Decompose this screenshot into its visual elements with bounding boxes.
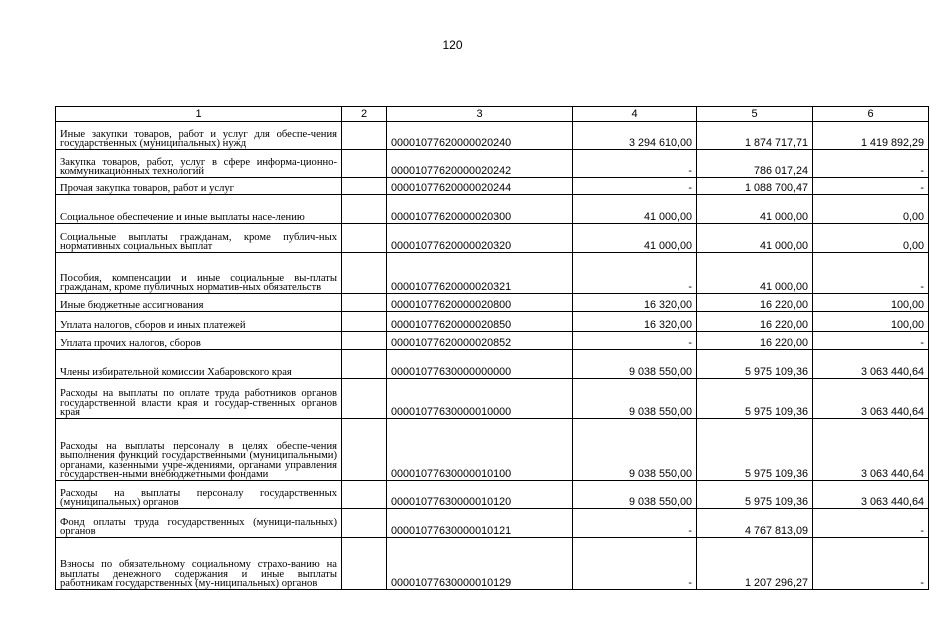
row-col2 [342, 538, 387, 590]
row-col2 [342, 332, 387, 350]
row-name: Социальные выплаты гражданам, кроме публич-ных нормативных социальных выплат [56, 224, 342, 253]
row-col5: 16 220,00 [697, 294, 813, 312]
row-code: 00001077630000010120 [387, 481, 573, 509]
row-col4: 9 038 550,00 [573, 350, 697, 379]
row-col5: 4 767 813,09 [697, 509, 813, 538]
row-col5: 1 207 296,27 [697, 538, 813, 590]
budget-table [55, 106, 929, 590]
row-col6: 3 063 440,64 [813, 379, 929, 419]
row-name: Взносы по обязательному социальному страхо-ванию на выплаты денежного содержания и иные выплаты работникам государственных (му-ниципальных) органов [56, 538, 342, 590]
row-col6: - [813, 178, 929, 195]
row-code: 00001077630000000000 [387, 350, 573, 379]
row-code: 00001077630000010121 [387, 509, 573, 538]
row-col4: - [573, 332, 697, 350]
table-row [56, 122, 929, 150]
table-row [56, 350, 929, 379]
row-name: Иные закупки товаров, работ и услуг для обеспе-чения государственных (муниципальных) нужд [56, 122, 342, 150]
table-row [56, 253, 929, 294]
table-row [56, 312, 929, 332]
row-col4: - [573, 509, 697, 538]
row-col2 [342, 294, 387, 312]
row-code: 00001077630000010000 [387, 379, 573, 419]
row-code: 00001077620000020300 [387, 195, 573, 224]
row-name: Расходы на выплаты персоналу в целях обеспе-чения выполнения функций государственными (муниципальными) органами, казенными учре-ждениями, органами управления государствен-ными внебюджетными фондами [56, 419, 342, 481]
row-col5: 41 000,00 [697, 195, 813, 224]
table-row [56, 224, 929, 253]
row-name: Пособия, компенсации и иные социальные вы-платы гражданам, кроме публичных норматив-ных обязательств [56, 253, 342, 294]
column-header-2: 2 [342, 107, 387, 122]
row-col4: - [573, 150, 697, 178]
row-col2 [342, 122, 387, 150]
row-col6: - [813, 538, 929, 590]
row-col4: - [573, 538, 697, 590]
table-row [56, 195, 929, 224]
row-col5: 1 874 717,71 [697, 122, 813, 150]
table-header-row [56, 107, 929, 122]
row-col6: - [813, 332, 929, 350]
row-code: 00001077620000020321 [387, 253, 573, 294]
table-row [56, 150, 929, 178]
row-code: 00001077620000020242 [387, 150, 573, 178]
row-col6: 3 063 440,64 [813, 350, 929, 379]
column-header-1: 1 [56, 107, 342, 122]
table-row [56, 178, 929, 195]
row-name: Расходы на выплаты по оплате труда работников органов государственной власти края и государ-ственных органов края [56, 379, 342, 419]
table-row [56, 379, 929, 419]
row-col2 [342, 224, 387, 253]
row-name: Иные бюджетные ассигнования [56, 294, 342, 312]
row-col4: 16 320,00 [573, 312, 697, 332]
row-name: Уплата налогов, сборов и иных платежей [56, 312, 342, 332]
row-col5: 5 975 109,36 [697, 379, 813, 419]
row-code: 00001077620000020800 [387, 294, 573, 312]
table-row [56, 419, 929, 481]
row-code: 00001077620000020240 [387, 122, 573, 150]
row-col2 [342, 150, 387, 178]
table-row [56, 509, 929, 538]
row-col2 [342, 379, 387, 419]
row-col5: 5 975 109,36 [697, 481, 813, 509]
column-header-3: 3 [387, 107, 573, 122]
row-col2 [342, 178, 387, 195]
row-col6: 0,00 [813, 224, 929, 253]
row-col6: 3 063 440,64 [813, 481, 929, 509]
row-col6: 1 419 892,29 [813, 122, 929, 150]
row-col4: 9 038 550,00 [573, 481, 697, 509]
row-col2 [342, 350, 387, 379]
row-name: Расходы на выплаты персоналу государственных (муниципальных) органов [56, 481, 342, 509]
column-header-5: 5 [697, 107, 813, 122]
row-col5: 16 220,00 [697, 332, 813, 350]
row-col2 [342, 481, 387, 509]
row-col5: 16 220,00 [697, 312, 813, 332]
row-col2 [342, 253, 387, 294]
table-row [56, 481, 929, 509]
page-number: 120 [442, 38, 463, 52]
row-code: 00001077630000010100 [387, 419, 573, 481]
row-col4: 41 000,00 [573, 195, 697, 224]
table-row [56, 294, 929, 312]
row-name: Фонд оплаты труда государственных (муници-пальных) органов [56, 509, 342, 538]
column-header-4: 4 [573, 107, 697, 122]
row-code: 00001077620000020850 [387, 312, 573, 332]
row-col2 [342, 195, 387, 224]
row-col5: 1 088 700,47 [697, 178, 813, 195]
row-col5: 5 975 109,36 [697, 350, 813, 379]
row-col2 [342, 312, 387, 332]
row-col6: 3 063 440,64 [813, 419, 929, 481]
row-col5: 41 000,00 [697, 224, 813, 253]
row-col4: - [573, 253, 697, 294]
row-col6: - [813, 150, 929, 178]
row-col4: 3 294 610,00 [573, 122, 697, 150]
column-header-6: 6 [813, 107, 929, 122]
row-col6: 100,00 [813, 312, 929, 332]
row-name: Закупка товаров, работ, услуг в сфере информа-ционно-коммуникационных технологий [56, 150, 342, 178]
row-col6: 0,00 [813, 195, 929, 224]
row-name: Прочая закупка товаров, работ и услуг [56, 178, 342, 195]
row-name: Члены избирательной комиссии Хабаровского края [56, 350, 342, 379]
row-name: Социальное обеспечение и иные выплаты насе-лению [56, 195, 342, 224]
row-col2 [342, 509, 387, 538]
row-col5: 786 017,24 [697, 150, 813, 178]
row-col4: 9 038 550,00 [573, 379, 697, 419]
row-col4: 16 320,00 [573, 294, 697, 312]
row-col2 [342, 419, 387, 481]
table-row [56, 538, 929, 590]
row-col4: 9 038 550,00 [573, 419, 697, 481]
row-col5: 5 975 109,36 [697, 419, 813, 481]
row-code: 00001077620000020852 [387, 332, 573, 350]
row-col4: - [573, 178, 697, 195]
row-code: 00001077630000010129 [387, 538, 573, 590]
table-row [56, 332, 929, 350]
row-col6: - [813, 509, 929, 538]
row-code: 00001077620000020244 [387, 178, 573, 195]
row-code: 00001077620000020320 [387, 224, 573, 253]
row-col6: - [813, 253, 929, 294]
row-col4: 41 000,00 [573, 224, 697, 253]
row-col5: 41 000,00 [697, 253, 813, 294]
row-name: Уплата прочих налогов, сборов [56, 332, 342, 350]
row-col6: 100,00 [813, 294, 929, 312]
